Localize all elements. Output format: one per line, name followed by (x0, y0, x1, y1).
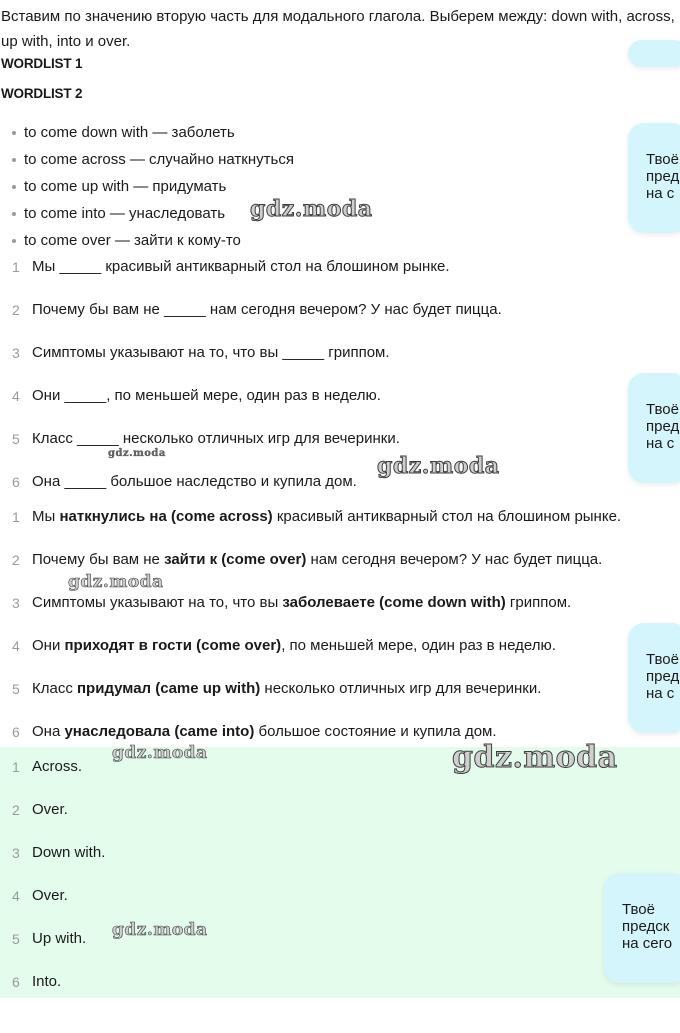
watermark: gdz.moda (108, 448, 166, 459)
promo-card[interactable]: Твоё пред на с (628, 373, 680, 483)
wordlist-1-label[interactable]: WORDLIST 1 (1, 56, 83, 71)
promo-card-partial[interactable] (628, 40, 680, 67)
bullet-icon (12, 158, 16, 162)
phrase-list (12, 119, 294, 254)
short-answer-row: 4 Over. (12, 887, 68, 904)
answer-row: 6 Она унаследовала (came into) большое состояние и купила дом. (12, 723, 497, 740)
bullet-icon (12, 239, 16, 243)
list-item: to come up with — придумать (12, 173, 294, 200)
bullet-icon (12, 212, 16, 216)
wordlist-2-label[interactable]: WORDLIST 2 (1, 86, 83, 101)
watermark: gdz.moda (112, 920, 208, 940)
task-row: 6 Она _____ большое наследство и купила дом. (12, 473, 357, 490)
list-item: to come into — унаследовать (12, 200, 294, 227)
list-item: to come over — зайти к кому-то (12, 227, 294, 254)
answer-row: 4 Они приходят в гости (come over) , по меньшей мере, один раз в неделю. (12, 637, 556, 654)
task-row: 2 Почему бы вам не _____ нам сегодня вечером? У нас будет пицца. (12, 301, 502, 318)
short-answers-block (0, 747, 680, 998)
short-answer-row: 3 Down with. (12, 844, 106, 861)
answer-row: 5 Класс придумал (came up with) несколько отличных игр для вечеринки. (12, 680, 542, 697)
bullet-icon (12, 185, 16, 189)
watermark: gdz.moda (112, 743, 208, 763)
bullet-icon (12, 131, 16, 135)
watermark: gdz.moda (377, 453, 500, 479)
list-item: to come across — случайно наткнуться (12, 146, 294, 173)
promo-card[interactable]: Твоё пред на с (628, 123, 680, 233)
promo-card[interactable]: Твоё пред на с (628, 623, 680, 733)
watermark: gdz.moda (68, 572, 164, 592)
short-answer-row: 1 Across. (12, 758, 83, 775)
list-item: to come down with — заболеть (12, 119, 294, 146)
answer-row: 3 Симптомы указывают на то, что вы заболеваете (come down with) гриппом. (12, 594, 572, 611)
promo-card[interactable]: Твоё предск на сего (604, 873, 680, 983)
watermark: gdz.moda (452, 740, 618, 775)
task-row: 3 Симптомы указывают на то, что вы _____ гриппом. (12, 344, 390, 361)
short-answer-row: 2 Over. (12, 801, 68, 818)
task-row: 1 Мы _____ красивый антикварный стол на блошином рынке. (12, 258, 450, 275)
short-answer-row: 6 Into. (12, 973, 62, 990)
short-answer-row: 5 Up with. (12, 930, 87, 947)
intro-text: Вставим по значению вторую часть для модального глагола. Выберем между: down with, across, up with, into и over. (1, 8, 675, 50)
answer-row: 2 Почему бы вам не зайти к (come over) нам сегодня вечером? У нас будет пицца. (12, 551, 603, 568)
task-row: 5 Класс _____ несколько отличных игр для вечеринки. (12, 430, 400, 447)
task-row: 4 Они _____, по меньшей мере, один раз в неделю. (12, 387, 381, 404)
watermark: gdz.moda (250, 196, 373, 222)
answer-row: 1 Мы наткнулись на (come across) красивый антикварный стол на блошином рынке. (12, 508, 622, 525)
